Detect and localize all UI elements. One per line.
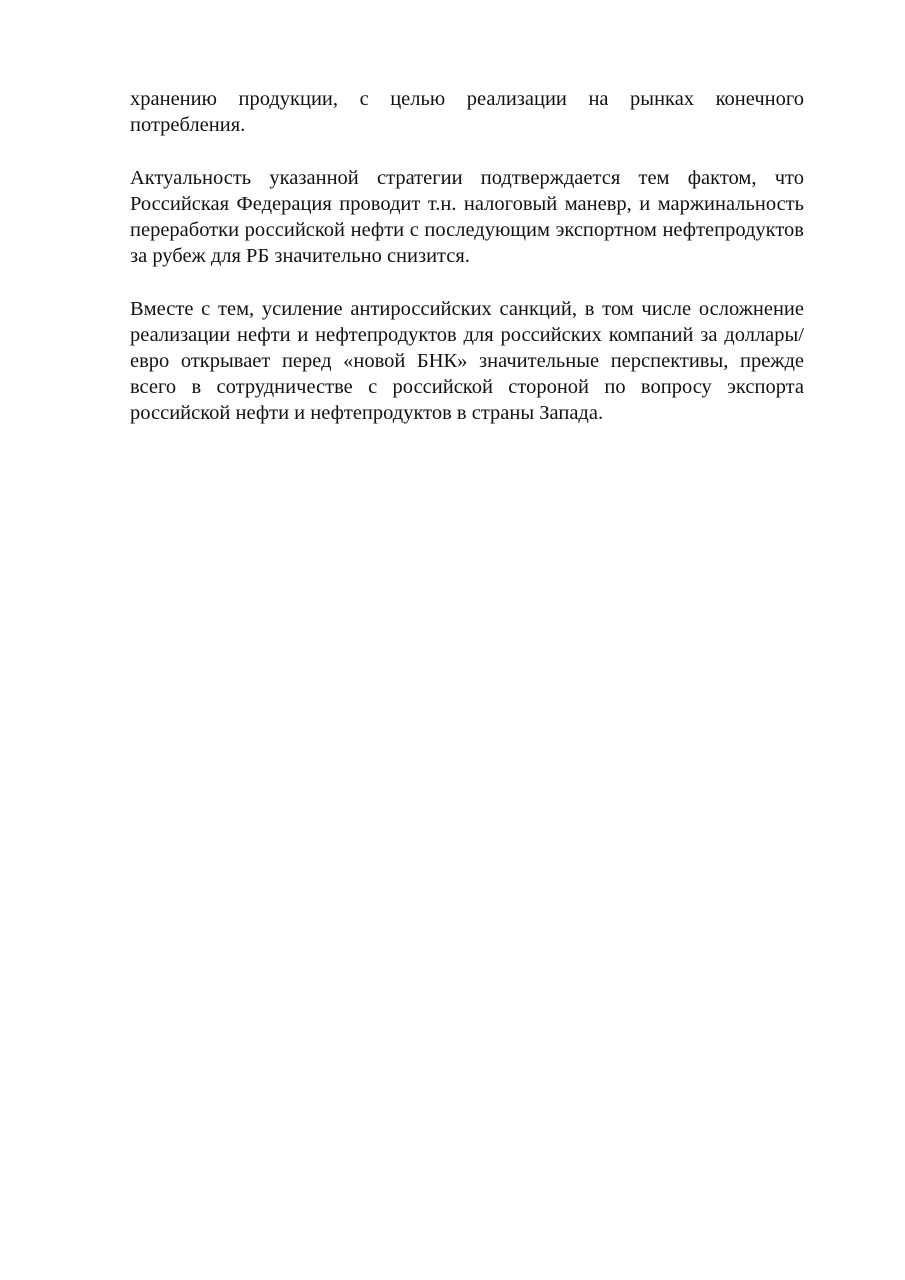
paragraph-strategy-relevance: Актуальность указанной стратегии подтверждается тем фактом, что Российская Федерация проводит т.н. налоговый маневр, и маржинальность переработки российской нефти с последующим экспортном нефтепродуктов за рубеж для РБ значительно снизится. (130, 166, 804, 268)
document-body (130, 86, 804, 427)
paragraph-production-storage: хранению продукции, с целью реализации на рынках конечного потребления. (130, 88, 804, 137)
paragraph-sanctions-prospects: Вместе с тем, усиление антироссийских санкций, в том числе осложнение реализации нефти и нефтепродуктов для российских компаний за доллары/евро открывает перед «новой БНК» значительные перспективы, прежде всего в сотрудничестве с российской стороной по вопросу экспорта российской нефти и нефтепродуктов в страны Запада. (130, 297, 804, 425)
